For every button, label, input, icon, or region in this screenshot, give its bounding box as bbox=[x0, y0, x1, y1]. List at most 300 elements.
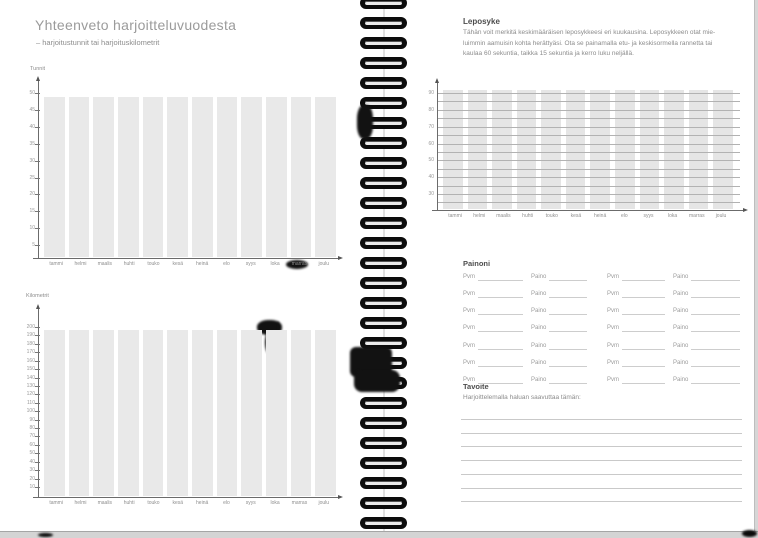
month-label: joulu bbox=[318, 500, 330, 506]
y-axis-arrow-icon bbox=[435, 78, 439, 83]
date-line bbox=[478, 279, 523, 281]
page-right-edge bbox=[754, 0, 758, 538]
y-tick-mark bbox=[35, 470, 40, 471]
spiral-ring bbox=[360, 317, 407, 329]
spiral-ring-slot bbox=[365, 161, 402, 165]
spiral-ring-slot bbox=[365, 321, 402, 325]
date-field bbox=[463, 272, 523, 281]
spiral-ring-slot bbox=[365, 81, 402, 85]
weight-line bbox=[549, 279, 587, 281]
spiral-ring-slot bbox=[365, 461, 402, 465]
date-field bbox=[607, 341, 665, 350]
chart-bar bbox=[315, 330, 336, 496]
y-tick-mark bbox=[35, 403, 40, 404]
chart-bar bbox=[143, 330, 164, 496]
weight-line bbox=[549, 348, 587, 350]
chart-bar bbox=[566, 90, 586, 209]
spiral-ring-slot bbox=[365, 101, 402, 105]
spiral-ring-slot bbox=[365, 421, 402, 425]
spiral-ring bbox=[360, 297, 407, 309]
date-line bbox=[622, 296, 665, 298]
weight-label: Paino bbox=[531, 274, 547, 280]
weight-field bbox=[673, 306, 740, 315]
date-line bbox=[622, 279, 665, 281]
resting-heart-rate-months bbox=[443, 213, 733, 219]
y-tick-label: 80 bbox=[29, 425, 35, 432]
month-label: tammi bbox=[49, 261, 63, 267]
date-field bbox=[607, 289, 665, 298]
page-subtitle: – harjoitustunnit tai harjoituskilometrit bbox=[36, 38, 160, 47]
weight-line bbox=[691, 313, 740, 315]
y-tick-mark bbox=[35, 445, 40, 446]
y-tick-mark bbox=[35, 211, 40, 212]
weight-label: Paino bbox=[673, 274, 689, 280]
month-label: huhti bbox=[522, 213, 534, 219]
y-tick-label: 25 bbox=[29, 174, 35, 181]
weight-label: Paino bbox=[673, 325, 689, 332]
date-field bbox=[463, 358, 523, 367]
y-tick-label: 40 bbox=[428, 174, 434, 181]
weight-field bbox=[531, 289, 587, 298]
weight-field bbox=[673, 289, 740, 298]
writing-line bbox=[461, 419, 742, 420]
spiral-ring-slot bbox=[365, 501, 402, 505]
month-label: marras bbox=[291, 261, 308, 267]
y-tick-label: 50 bbox=[29, 90, 35, 96]
chart-bar bbox=[266, 330, 287, 496]
y-tick-mark bbox=[35, 194, 40, 195]
weight-line bbox=[549, 313, 587, 315]
y-tick-label: 170 bbox=[26, 349, 35, 356]
weight-field bbox=[673, 272, 740, 281]
date-label: Pvm bbox=[607, 291, 619, 298]
spiral-ring-slot bbox=[365, 301, 402, 305]
spiral-ring-slot bbox=[365, 341, 402, 345]
ink-blot bbox=[357, 105, 373, 139]
month-label: touko bbox=[147, 500, 160, 506]
y-tick-label: 45 bbox=[29, 106, 35, 113]
leposyke-text-line: kaulaa 60 sekuntia, taikka 15 sekuntia ja kerro luku neljällä. bbox=[463, 50, 634, 57]
chart-bar bbox=[689, 90, 709, 209]
month-label: huhti bbox=[123, 500, 135, 506]
spiral-ring bbox=[360, 57, 407, 69]
weight-field bbox=[531, 323, 587, 332]
y-tick-mark bbox=[35, 369, 40, 370]
y-tick-label: 180 bbox=[26, 340, 35, 347]
spiral-ring bbox=[360, 77, 407, 89]
spiral-ring bbox=[360, 0, 407, 9]
spiral-ring bbox=[360, 237, 407, 249]
month-label: marras bbox=[689, 213, 705, 219]
y-tick-mark bbox=[35, 394, 40, 395]
date-label: Pvm bbox=[607, 359, 619, 366]
spiral-ring-slot bbox=[365, 281, 402, 285]
writing-line bbox=[461, 501, 742, 502]
chart-bar bbox=[69, 97, 90, 257]
chart-bar bbox=[118, 330, 139, 496]
gridline bbox=[437, 194, 740, 195]
y-tick-mark bbox=[35, 420, 40, 421]
weight-field bbox=[673, 323, 740, 332]
weight-line bbox=[691, 279, 740, 281]
spiral-ring-slot bbox=[365, 201, 402, 205]
y-tick-label: 150 bbox=[26, 366, 35, 373]
month-label: heinä bbox=[196, 261, 209, 267]
month-label: syys bbox=[245, 261, 256, 267]
y-tick-mark bbox=[35, 411, 40, 412]
date-label: Pvm bbox=[463, 291, 475, 298]
training-kilometers-bars bbox=[44, 330, 336, 496]
gridline bbox=[437, 93, 740, 94]
month-label: joulu bbox=[318, 261, 330, 267]
chart-bar bbox=[541, 90, 561, 209]
y-tick-label: 20 bbox=[29, 475, 35, 482]
weight-label: Paino bbox=[531, 325, 547, 332]
ink-blot bbox=[354, 370, 400, 392]
y-tick-label: 35 bbox=[29, 140, 35, 147]
chart-bar bbox=[192, 330, 213, 496]
y-tick-mark bbox=[35, 361, 40, 362]
date-label: Pvm bbox=[463, 342, 475, 349]
spiral-ring bbox=[360, 217, 407, 229]
chart-bar bbox=[713, 90, 733, 209]
month-label: loka bbox=[668, 213, 678, 219]
gridline bbox=[437, 160, 740, 161]
y-tick-mark bbox=[35, 479, 40, 480]
weight-label: Paino bbox=[673, 342, 689, 349]
weight-line bbox=[549, 365, 587, 367]
weight-line bbox=[691, 296, 740, 298]
chart-bar bbox=[291, 97, 312, 257]
y-tick-mark bbox=[35, 335, 40, 336]
gridline bbox=[437, 186, 740, 187]
date-label: Pvm bbox=[463, 325, 475, 332]
chart-bar bbox=[315, 97, 336, 257]
y-tick-mark bbox=[35, 144, 40, 145]
weight-label: Paino bbox=[531, 291, 547, 298]
weight-field bbox=[531, 341, 587, 350]
y-tick-label: 160 bbox=[26, 357, 35, 364]
date-field bbox=[607, 306, 665, 315]
month-label: touko bbox=[545, 213, 558, 219]
y-tick-mark bbox=[35, 110, 40, 111]
chart-bar bbox=[192, 97, 213, 257]
chart-bar bbox=[664, 90, 684, 209]
y-tick-label: 60 bbox=[428, 140, 434, 147]
spiral-ring bbox=[360, 457, 407, 469]
training-hours-months bbox=[44, 261, 336, 267]
spiral-ring-slot bbox=[365, 41, 402, 45]
weight-field bbox=[531, 375, 587, 384]
training-kilometers-months bbox=[44, 500, 336, 506]
y-tick-mark bbox=[35, 453, 40, 454]
spiral-ring-slot bbox=[365, 21, 402, 25]
chart-bar bbox=[44, 97, 65, 257]
month-label: helmi bbox=[74, 261, 87, 267]
gridline bbox=[437, 144, 740, 145]
y-tick-mark bbox=[35, 228, 40, 229]
y-tick-mark bbox=[35, 352, 40, 353]
chart-bar bbox=[69, 330, 90, 496]
y-axis bbox=[38, 80, 39, 258]
chart-bar bbox=[167, 97, 188, 257]
month-label: maalis bbox=[496, 213, 511, 219]
month-label: heinä bbox=[196, 500, 209, 506]
y-tick-label: 80 bbox=[428, 106, 434, 113]
date-line bbox=[478, 313, 523, 315]
weight-line bbox=[549, 330, 587, 332]
chart-bar bbox=[241, 97, 262, 257]
month-label: maalis bbox=[97, 261, 113, 267]
spiral-ring-slot bbox=[365, 181, 402, 185]
x-axis-arrow-icon bbox=[338, 495, 343, 499]
date-label: Pvm bbox=[607, 325, 619, 332]
month-label: helmi bbox=[473, 213, 486, 219]
writing-line bbox=[461, 460, 742, 461]
spiral-ring-slot bbox=[365, 141, 402, 145]
weight-field bbox=[531, 358, 587, 367]
writing-line bbox=[461, 488, 742, 489]
month-label: elo bbox=[620, 213, 628, 219]
corner-shadow bbox=[38, 533, 53, 537]
chart-bar bbox=[266, 97, 287, 257]
resting-heart-rate-bars bbox=[443, 90, 733, 209]
spiral-ring bbox=[360, 197, 407, 209]
spiral-ring bbox=[360, 17, 407, 29]
date-field bbox=[607, 323, 665, 332]
month-label: elo bbox=[223, 261, 230, 267]
weight-field bbox=[673, 358, 740, 367]
y-tick-label: 140 bbox=[26, 374, 35, 381]
date-line bbox=[478, 296, 523, 298]
y-tick-label: 90 bbox=[428, 90, 434, 96]
y-tick-label: 15 bbox=[29, 208, 35, 215]
date-field bbox=[607, 272, 665, 281]
spiral-ring bbox=[360, 397, 407, 409]
chart-bar bbox=[640, 90, 660, 209]
y-tick-label: 20 bbox=[29, 191, 35, 198]
y-tick-label: 30 bbox=[29, 467, 35, 474]
y-tick-label: 130 bbox=[26, 382, 35, 389]
date-field bbox=[463, 323, 523, 332]
weight-label: Paino bbox=[531, 359, 547, 366]
date-label: Pvm bbox=[463, 274, 475, 280]
spiral-ring bbox=[360, 497, 407, 509]
y-tick-label: 40 bbox=[29, 123, 35, 130]
month-label: kesä bbox=[172, 500, 184, 506]
kilometers-axis-label: Kilometrit bbox=[26, 293, 49, 299]
tavoite-subtitle: Harjoittelemalla haluan saavuttaa tämän: bbox=[463, 394, 581, 401]
date-label: Pvm bbox=[463, 308, 475, 315]
weight-line bbox=[549, 296, 587, 298]
date-line bbox=[622, 330, 665, 332]
spiral-ring-slot bbox=[365, 401, 402, 405]
gridline bbox=[437, 127, 740, 128]
y-tick-mark bbox=[35, 245, 40, 246]
spiral-ring-slot bbox=[365, 221, 402, 225]
y-tick-mark bbox=[35, 327, 40, 328]
weight-field bbox=[531, 272, 587, 281]
writing-line bbox=[461, 474, 742, 475]
y-tick-mark bbox=[35, 436, 40, 437]
date-line bbox=[478, 382, 523, 384]
spiral-ring-slot bbox=[365, 481, 402, 485]
y-tick-label: 10 bbox=[29, 483, 35, 490]
date-label: Pvm bbox=[463, 376, 475, 383]
weight-field bbox=[673, 341, 740, 350]
chart-bar bbox=[615, 90, 635, 209]
chart-bar bbox=[590, 90, 610, 209]
spiral-ring bbox=[360, 37, 407, 49]
y-tick-mark bbox=[35, 462, 40, 463]
weight-label: Paino bbox=[531, 376, 547, 383]
date-line bbox=[622, 348, 665, 350]
leposyke-heading: Leposyke bbox=[463, 17, 500, 26]
y-tick-mark bbox=[35, 378, 40, 379]
month-label: heinä bbox=[594, 213, 607, 219]
writing-line bbox=[461, 446, 742, 447]
y-axis-arrow-icon bbox=[36, 76, 40, 81]
spiral-ring bbox=[360, 437, 407, 449]
y-tick-label: 110 bbox=[27, 399, 35, 406]
spiral-ring bbox=[360, 177, 407, 189]
y-tick-label: 100 bbox=[26, 408, 35, 415]
y-tick-mark bbox=[35, 127, 40, 128]
weight-line bbox=[691, 365, 740, 367]
month-label: maalis bbox=[97, 500, 113, 506]
gridline bbox=[437, 202, 740, 203]
y-tick-label: 30 bbox=[29, 157, 35, 164]
spiral-ring-slot bbox=[365, 441, 402, 445]
spiral-ring bbox=[360, 477, 407, 489]
month-label: marras bbox=[291, 500, 308, 506]
date-line bbox=[622, 313, 665, 315]
chart-bar bbox=[217, 330, 238, 496]
gridline bbox=[437, 135, 740, 136]
chart-bar bbox=[492, 90, 512, 209]
training-hours-bars bbox=[44, 97, 336, 257]
weight-label: Paino bbox=[673, 376, 689, 383]
weight-field bbox=[531, 306, 587, 315]
y-tick-label: 40 bbox=[29, 458, 35, 465]
chart-bar bbox=[143, 97, 164, 257]
spiral-ring-slot bbox=[365, 241, 402, 245]
y-tick-mark bbox=[35, 487, 40, 488]
weight-line bbox=[691, 382, 740, 384]
weight-label: Paino bbox=[673, 291, 689, 298]
x-axis bbox=[33, 258, 338, 259]
date-label: Pvm bbox=[463, 359, 475, 366]
y-tick-mark bbox=[35, 178, 40, 179]
month-label: touko bbox=[147, 261, 160, 267]
y-tick-label: 10 bbox=[29, 225, 35, 232]
date-line bbox=[478, 365, 523, 367]
weight-line bbox=[549, 382, 587, 384]
date-label: Pvm bbox=[607, 274, 619, 280]
x-axis bbox=[33, 497, 338, 498]
spiral-ring-slot bbox=[365, 1, 402, 5]
gridline bbox=[437, 177, 740, 178]
chart-bar bbox=[241, 330, 262, 496]
y-tick-label: 30 bbox=[428, 191, 434, 198]
y-tick-label: 70 bbox=[29, 433, 35, 440]
y-tick-label: 70 bbox=[428, 123, 434, 130]
date-field bbox=[607, 375, 665, 384]
weight-label: Paino bbox=[531, 308, 547, 315]
spiral-ring-slot bbox=[365, 521, 402, 525]
gridline bbox=[437, 101, 740, 102]
date-field bbox=[463, 306, 523, 315]
month-label: loka bbox=[270, 500, 280, 506]
month-label: syys bbox=[245, 500, 256, 506]
y-tick-label: 60 bbox=[29, 441, 35, 448]
date-field bbox=[463, 375, 523, 384]
spiral-ring-slot bbox=[365, 261, 402, 265]
spiral-ring bbox=[360, 277, 407, 289]
date-line bbox=[622, 382, 665, 384]
date-line bbox=[478, 330, 523, 332]
date-field bbox=[463, 289, 523, 298]
date-line bbox=[622, 365, 665, 367]
month-label: huhti bbox=[123, 261, 135, 267]
corner-shadow bbox=[742, 530, 757, 537]
x-axis-arrow-icon bbox=[743, 208, 748, 212]
y-tick-label: 190 bbox=[26, 332, 35, 339]
leposyke-text-line: luimmin aamuisin kohta herättyäsi. Ota se painamalla etu- ja keskisormella rannetta tai bbox=[463, 39, 713, 47]
month-label: elo bbox=[223, 500, 230, 506]
y-axis-arrow-icon bbox=[36, 304, 40, 309]
month-label: syys bbox=[643, 213, 654, 219]
leposyke-paragraph bbox=[463, 28, 751, 60]
date-label: Pvm bbox=[607, 376, 619, 383]
date-field bbox=[607, 358, 665, 367]
chart-bar bbox=[44, 330, 65, 496]
spiral-ring bbox=[360, 257, 407, 269]
date-label: Pvm bbox=[607, 308, 619, 315]
page-bottom-edge bbox=[0, 531, 758, 538]
date-label: Pvm bbox=[607, 342, 619, 349]
leposyke-text-line: Tähän voit merkitä keskimääräisen leposykkeesi eri kuukausina. Leposykkeen otat mie- bbox=[463, 29, 716, 36]
y-tick-mark bbox=[35, 93, 40, 94]
chart-bar bbox=[217, 97, 238, 257]
chart-bar bbox=[167, 330, 188, 496]
weight-field bbox=[673, 375, 740, 384]
gridline bbox=[437, 152, 740, 153]
chart-bar bbox=[517, 90, 537, 209]
month-label: loka bbox=[270, 261, 280, 267]
month-label: helmi bbox=[74, 500, 87, 506]
chart-bar bbox=[443, 90, 463, 209]
y-axis bbox=[437, 82, 438, 210]
tavoite-heading: Tavoite bbox=[463, 382, 489, 391]
y-tick-mark bbox=[35, 161, 40, 162]
y-tick-mark bbox=[35, 428, 40, 429]
gridline bbox=[437, 169, 740, 170]
weight-label: Paino bbox=[673, 308, 689, 315]
date-field bbox=[463, 341, 523, 350]
spiral-ring bbox=[360, 417, 407, 429]
month-label: joulu bbox=[715, 213, 727, 219]
gridline bbox=[437, 118, 740, 119]
chart-bar bbox=[118, 97, 139, 257]
month-label: tammi bbox=[49, 500, 63, 506]
month-label: tammi bbox=[448, 213, 462, 219]
chart-bar bbox=[291, 330, 312, 496]
weight-line bbox=[691, 348, 740, 350]
writing-line bbox=[461, 433, 742, 434]
chart-bar bbox=[93, 97, 114, 257]
month-label: kesä bbox=[172, 261, 184, 267]
